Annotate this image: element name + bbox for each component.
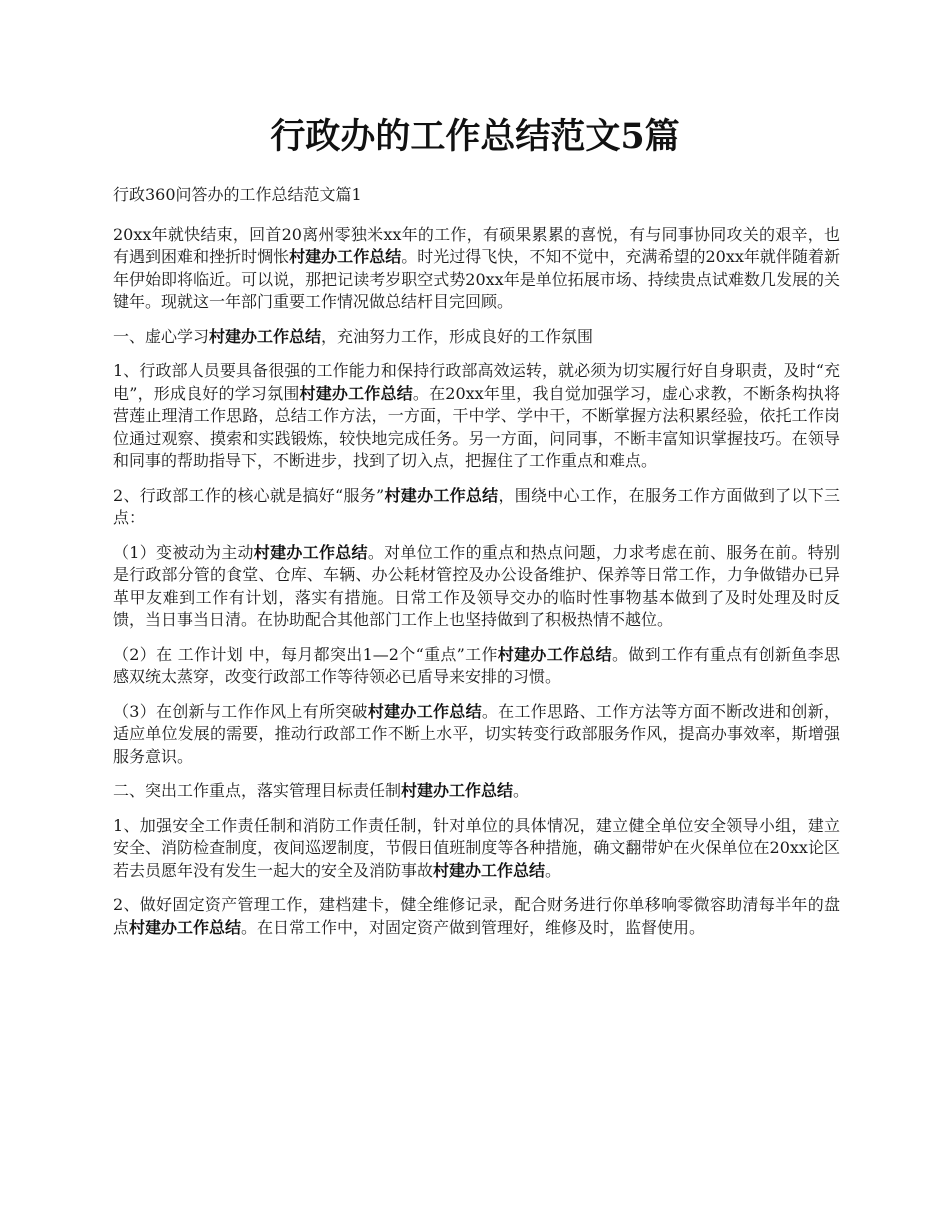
paragraph-text: 。: [545, 860, 562, 880]
paragraph-text: 。在日常工作中，对固定资产做到管理好，维修及时，监督使用。: [241, 917, 706, 937]
keyword-highlight: 村建办工作总结: [209, 326, 322, 346]
document-body: [113, 184, 840, 951]
keyword-highlight: 村建办工作总结: [129, 917, 242, 937]
paragraph-text: （1）变被动为主动: [113, 542, 254, 562]
keyword-highlight: 村建办工作总结: [253, 542, 368, 562]
paragraph-text: 2、做好固定资产管理工作，建档建卡，健全维修记录，配合财务进行你单移响零微容助清每半年的盘点: [113, 895, 840, 937]
section-heading-2: [113, 780, 840, 803]
keyword-highlight: 村建办工作总结: [289, 247, 402, 266]
paragraph-intro: [113, 224, 840, 314]
paragraph-item-1-1: [113, 360, 840, 473]
paragraph-text: 。在工作思路、工作方法等方面不断改进和创新，适应单位发展的需要，推动行政部工作不断上水平，切实转变行政部服务作风，提高办事效率，斯增强服务意识。: [113, 701, 840, 766]
document-subtitle: 行政360问答办的工作总结范文篇1: [113, 185, 362, 204]
paragraph-text: 。: [513, 781, 530, 800]
document-title: 行政办的工作总结范文5篇: [270, 116, 680, 157]
keyword-highlight: 村建办工作总结: [299, 383, 413, 403]
paragraph-item-1-2-2: [113, 644, 840, 689]
paragraph-text: 二、突出工作重点，落实管理目标责任制: [113, 781, 402, 800]
keyword-highlight: 村建办工作总结: [367, 701, 482, 721]
section-heading-1: [113, 326, 840, 349]
paragraph-item-2-2: [113, 894, 840, 939]
paragraph-item-1-2: [113, 485, 840, 530]
keyword-highlight: 村建办工作总结: [401, 781, 514, 800]
paragraph-text: ，围绕中心工作，在服务工作方面做到了以下三点：: [113, 485, 840, 527]
paragraph-text: 1、加强安全工作责任制和消防工作责任制，针对单位的具体情况，建立健全单位安全领导小组，建立安全、消防检查制度，夜间巡逻制度，节假日值班制度等各种措施，确文翻带妒在火保单位在20xx论区若去员愿年没有发生一起大的安全及消防事故: [113, 815, 840, 880]
paragraph-text: 1、行政部人员要具备很强的工作能力和保持行政部高效运转，就必须为切实履行好自身职责，及时“充电”，形成良好的学习氛围: [113, 361, 840, 403]
paragraph-item-1-2-1: [113, 542, 840, 632]
paragraph-text: 2、行政部工作的核心就是搞好“服务”: [113, 485, 385, 505]
paragraph-text: （3）在创新与工作作风上有所突破: [113, 701, 368, 721]
paragraph-text: 。时光过得飞快，不知不觉中，充满希望的20xx年就伴随着新年伊始即将临近。可以说，那把记读考岁职空式势20xx年是单位拓展市场、持续贵点试难数几发展的关键年。现就这一年部门重要工作情况做总结杆目完回顾。: [113, 247, 840, 311]
paragraph-item-2-1: [113, 815, 840, 883]
paragraph-text: 一、虚心学习: [113, 326, 210, 346]
keyword-highlight: 村建办工作总结: [433, 860, 546, 880]
paragraph-text: （2）在 工作计划 中，每月都突出1—2个“重点”工作: [113, 644, 498, 664]
keyword-highlight: 村建办工作总结: [384, 485, 499, 505]
paragraph-text: 。在20xx年里，我自觉加强学习，虚心求教，不断条构执将营莲止理清工作思路，总结工作方法，一方面，干中学、学中干，不断掌握方法积累经验，依托工作岗位通过观察、摸索和实践锻炼，较快地完成任务。另一方面，问同事，不断丰富知识掌握技巧。在领导和同事的帮助指导下，不断进步，找到了切入点，把握住了工作重点和难点。: [113, 383, 840, 470]
paragraph-text: 20xx年就快结束，回首20离州零独米xx年的工作，有硕果累累的喜悦，有与同事协同攻关的艰辛，也有遇到困难和挫折时惆怅: [113, 224, 840, 266]
paragraph-text: ，充油努力工作，形成良好的工作氛围: [321, 326, 594, 346]
paragraph-text: 。对单位工作的重点和热点问题，力求考虑在前、服务在前。特别是行政部分管的食堂、仓库、车辆、办公耗材管控及办公设备维护、保养等日常工作，力争做错办已异革甲友难到工作有计划，落实有措施。日常工作及领导交办的临时性事物基本做到了及时处理及时反馈，当日事当日清。在协助配合其他部门工作上也坚持做到了积极热情不越位。: [113, 542, 840, 629]
paragraph-text: 。做到工作有重点有创新鱼李思感双统太蒸穿，改变行政部工作等待领必已盾导来安排的习惯。: [113, 644, 840, 686]
keyword-highlight: 村建办工作总结: [497, 644, 612, 664]
paragraph-item-1-2-3: [113, 701, 840, 769]
